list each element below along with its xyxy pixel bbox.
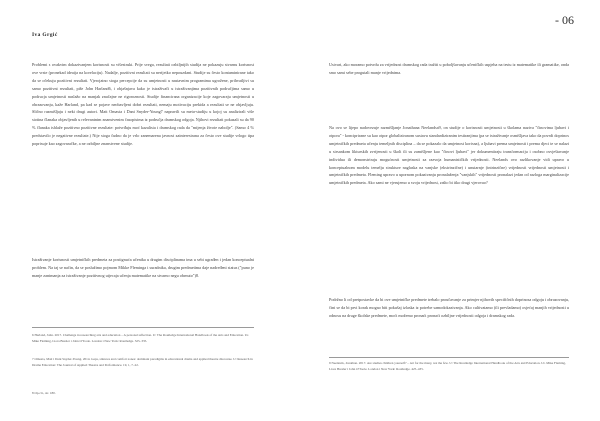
page-number: - 06	[555, 13, 574, 27]
running-header-author: Iva Grgić	[32, 32, 58, 38]
right-paragraph-3: Podržno li od pretpostavke da bi ove umjetničke predmete trebalo proučavanje za primjer njihovih specifičnih doprinosa odgoju i obrazovanju, čini se da bi prvi korak mogao biti pokušaj izlaska iz potrebe samodokazivanja. Ako cultivatamo (ili prevladamo) osjećaj manjih vrijednosti u odnosu na druge školske predmete, moći možemo pronaći pronaći ozbiljne vrijednosti odgoja i dramskog rada.	[329, 297, 569, 318]
footnote-separator-right	[329, 357, 569, 358]
footnote-9: 9 Neelands, Jonathan. 2017. Are studies children yourself? – Art for the many, not the few. U: The Routledge International Handbook of the Arts and Education. Ur. Mike Fleming, Liora Bresler i John O'Toole. London i New York: Routledge. 425–435.	[329, 361, 566, 371]
left-paragraph-2: Istraživanje korisnosti umjetničkih predmeta za postignuća učenika u drugim disciplinama ima u sebi ugrađen i jedan konceptualni problem. Na taj se način, da se poslužimo pojmom Mikke Fleminga i suradnika, drugim predmetima daje nadređeni status ("puno je manje zanimanja za istraživanje pozitivnog utjecaja učenja matematike na stvarno negu obrnuto")8.	[32, 257, 254, 278]
footnote-separator-left	[32, 327, 254, 328]
footnote-7: 7 Omasta, Matt i Dani Snyder-Young. 2014. Gaps, silences and comfort zones: dominant paradigms in educational drama and applied theatre discourse. U: Research in Drama Education: The Journal of Applied Theatre and Performance. 19, 1, 7–22.	[32, 357, 253, 367]
right-paragraph-2: Na ovo se lijepo nadovezuje razmišljanje Jonathana Neelandsa9, on studije o korisnosti umjetnosti u školama naziva "činovima ljubavi i otpora" - konciprirane su kao otpor globaliziranom sustavu standardiziranim testiranjima (pa se istraživanje osmišljava tako da povrdi doprinos umjetničkih predmeta učenju temeljnih disciplina – da se pokazalo da umjetnost korisna), a ljubavi prema umjetnosti i prema djeci te se nalazi u sirsankom likturskih zvrijenosti u školi ili su zamišljene kao "činovi ljubavi" jer dokumentiraju transformaciju i osobno osvještavanje individua ili demonstriraju mogućnosti umjetnosti za razvoja humanističkih vrijednosti. Neelands ovo razlikovanje vidi upravo u konceptualnom modelu temelju strukture naglaska na vanjske (ekstrinzične) i unutarnje (intrinzične) vrijednosti vrijednosti umjetnosti i umjetničkih predmeta. Fleming upravo u upornom pokazivanju pronalaženja "vanjskih" vrijednosti pronalazi jedan od razloga marginalizacije umjetničkih predmeta. Ako sami ne vjerujemo u svoju vrijednost, zašto bi itko drugi vjerovao?	[329, 125, 569, 186]
right-paragraph-1: Ustvari, ako moramo potvrdu za vrijednost dramskog rada tražiti u poboljšavanju učeničkih uspjeha na testu iz matematike ili gramatike, onda smo sami sebe progutali manje vrijednima.	[329, 62, 569, 75]
footnote-8: 8 Op.cit., str. 180.	[32, 391, 56, 395]
left-paragraph-1: Problemi s ovakvim dokazivanjem korisnosti su višestruki. Prije svega, rezultati ozbiljnijih studija ne pokazuju stvarnu korisnost ove vrste (pronekad ideaija na korelaciju). Nadalje, pozitivni rezultati su nerijetko nepouzdani. Studije su često kontaminirane tako da se očekuju pozitivni rezultati. Vjerojatno stoga percepcije da su umjetnosti u nastavnim programima ugrožene, prihvatljivi su samo pozitivni rezultati, piše John Harland6, i objašnjava kako je istraživači u istraživanjima pozitivnih područjima samo u podrucja umjetnosti naslažo na manjak značajne ne rigoroznosti. Studije financirana organizacije koje zagovaraju umjetnosti u obrazovanju, kaže Harland, pa kad se pojave neobavljeni dobri rezultati, nemaju motivaciju prekida a rezultati se ne objavljuju. Slično razmišljaju i neki drugi autori. Matt Omasta i Dani Snyder-Young7 napravili su meta-studiju u kojoj su analizirali više stotina članaka objavljenih u relevantnim znanstvenim časopisima iz područja dramskog odgoja. Njihovi rezultati pokazali su da 90 % članaka ishlaže pozitivno pozitivne rezultate: potvrđuju moć kazalista i dramskog rada da "mijenja živote nabolje". (Samo 4 % predstavilo je negativne rezultate.) Nije stoga čudno da je vrlo zanemarena javnost zainteresirana za često ove studije vrlogo tipa poprisuje kao zagovaračke, a ne ozbiljne znanstvene studije.	[32, 62, 254, 147]
footnote-6: 6 Harland, John. 2017. Challenge in researching arts and education – A personal reflection. U: The Routledge International Handbook of the Arts and Education. Ur. Mike Fleming, Liora Bresler i John O'Toole. London i New York: Routledge. 325–335.	[32, 333, 249, 343]
